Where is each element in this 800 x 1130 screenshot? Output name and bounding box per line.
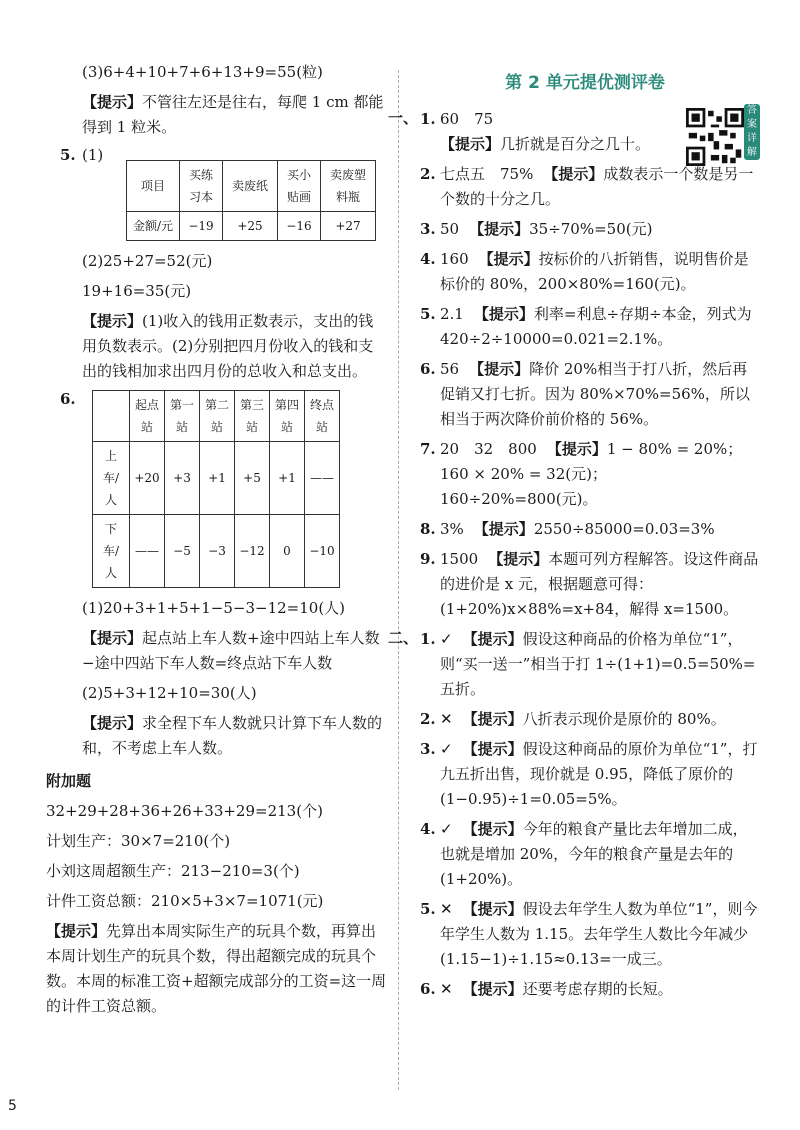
table-cell: +1 xyxy=(270,442,305,515)
hint-text: 假设这种商品的原价为单位“1”，打九五折出售，现价就是 0.95，降低了原价的(1−0.95)÷1=0.05=5%。 xyxy=(440,740,758,808)
table-header xyxy=(93,391,130,442)
answer-item xyxy=(420,897,760,972)
table-header: 项目 xyxy=(127,161,180,212)
table-cell: −3 xyxy=(200,515,235,588)
table-row-label: 下车/人 xyxy=(93,515,130,588)
item-number: 9. xyxy=(420,550,436,568)
answer-item xyxy=(420,627,760,702)
left-column xyxy=(46,60,387,1024)
item-number: 3. xyxy=(420,740,436,758)
table-header: 起点站 xyxy=(130,391,165,442)
hint-label: 【提示】 xyxy=(462,740,523,758)
item-number: 3. xyxy=(420,220,436,238)
table-header: 卖废纸 xyxy=(223,161,278,212)
extra-section xyxy=(46,769,387,1019)
item-answer: ✓ xyxy=(440,630,453,648)
answer-item xyxy=(420,107,670,157)
hint-label: 【提示】 xyxy=(469,360,530,378)
hint-text: 成数表示一个数是另一个数的十分之几。 xyxy=(440,165,754,208)
table-header: 买练习本 xyxy=(180,161,223,212)
item-number: 6. xyxy=(420,980,436,998)
item-answer: ✕ xyxy=(440,710,453,728)
hint-label: 【提示】 xyxy=(462,900,523,918)
item-answer: 50 xyxy=(440,220,460,238)
text-line: 小刘这周超额生产：213−210=3(个) xyxy=(46,862,300,880)
item-number: 7. xyxy=(420,440,436,458)
section-two xyxy=(388,627,760,1002)
hint-label: 【提示】 xyxy=(46,922,107,940)
hint-line xyxy=(82,626,387,676)
hint-text: (1)收入的钱用正数表示，支出的钱用负数表示。(2)分别把四月份收入的钱和支出的钱相加求出四月份的总收入和总支出。 xyxy=(82,312,374,380)
hint-line xyxy=(82,309,387,384)
item-number: 2. xyxy=(420,710,436,728)
hint-label: 【提示】 xyxy=(473,520,534,538)
item-number: 2. xyxy=(420,165,436,183)
table-cell: +3 xyxy=(165,442,200,515)
hint-label: 【提示】 xyxy=(543,165,604,183)
extra-title: 附加题 xyxy=(46,772,92,790)
table-cell: —— xyxy=(305,442,340,515)
hint-text: 35÷70%=50(元) xyxy=(529,220,653,238)
item-answer: ✕ xyxy=(440,900,453,918)
hint-text: 假设这种商品的价格为单位“1”，则“买一送一”相当于打 1÷(1+1)=0.5=50%=五折。 xyxy=(440,630,756,698)
item-answer: 2.1 xyxy=(440,305,464,323)
hint-text: 降价 20%相当于打八折，然后再促销又打七折。因为 80%×70%=56%，所以相当于两次降价前价格的 56%。 xyxy=(440,360,750,428)
hint-label: 【提示】 xyxy=(469,220,530,238)
answer-item xyxy=(420,737,760,812)
table-header: 买小贴画 xyxy=(278,161,321,212)
item-number: 5. xyxy=(420,305,436,323)
table-header: 第二站 xyxy=(200,391,235,442)
table-header: 第四站 xyxy=(270,391,305,442)
table-cell: −5 xyxy=(165,515,200,588)
answer-item xyxy=(420,707,760,732)
hint-text: 1 − 80% = 20%；160 × 20% = 32(元)；160÷20%=800(元)。 xyxy=(440,440,743,508)
answer-item xyxy=(420,977,760,1002)
answer-item xyxy=(420,547,760,622)
hint-text: 求全程下车人数就只计算下车人数的和，不考虑上车人数。 xyxy=(82,714,383,757)
answer-item xyxy=(420,517,760,542)
item-answer: 3% xyxy=(440,520,464,538)
item-number: 5. xyxy=(420,900,436,918)
text-line: 计件工资总额：210×5+3×7=1071(元) xyxy=(46,892,324,910)
item-answer: ✓ xyxy=(440,820,453,838)
table-header: 第一站 xyxy=(165,391,200,442)
item-number: 4. xyxy=(420,250,436,268)
text-line: (3)6+4+10+7+6+13+9=55(粒) xyxy=(82,63,323,81)
question-number: 5. xyxy=(60,146,76,164)
qr-label: 答案详解 xyxy=(744,104,760,160)
section-number: 二、 xyxy=(388,629,419,647)
hint-label: 【提示】 xyxy=(82,93,143,111)
hint-line xyxy=(82,711,387,761)
item-answer: 1500 xyxy=(440,550,479,568)
answer-item xyxy=(420,217,760,242)
bus-table xyxy=(92,390,340,588)
column-divider xyxy=(398,70,399,1090)
item-number: 1. xyxy=(420,630,436,648)
hint-label: 【提示】 xyxy=(462,710,523,728)
answer-item xyxy=(420,357,760,432)
text-line: 32+29+28+36+26+33+29=213(个) xyxy=(46,802,323,820)
table-header: 卖废塑料瓶 xyxy=(321,161,376,212)
table-row-label: 金额/元 xyxy=(127,212,180,241)
table-cell: −12 xyxy=(235,515,270,588)
hint-label: 【提示】 xyxy=(462,630,523,648)
item-answer: 七点五 75% xyxy=(440,165,534,183)
answer-item xyxy=(420,247,760,297)
hint-text: 起点站上车人数+途中四站上车人数−途中四站下车人数=终点站下车人数 xyxy=(82,629,380,672)
table-cell: −19 xyxy=(180,212,223,241)
hint-label: 【提示】 xyxy=(462,820,523,838)
section-number: 一、 xyxy=(388,109,419,127)
page-number: 5 xyxy=(8,1098,17,1114)
table-cell: +25 xyxy=(223,212,278,241)
question-number: 6. xyxy=(60,390,76,408)
hint-label: 【提示】 xyxy=(546,440,607,458)
table-cell: 0 xyxy=(270,515,305,588)
item-number: 1. xyxy=(420,110,436,128)
table-cell: −16 xyxy=(278,212,321,241)
question-5 xyxy=(60,146,387,241)
text-line: (2)5+3+12+10=30(人) xyxy=(82,684,257,702)
item-answer: 20 32 800 xyxy=(440,440,537,458)
hint-text: 八折表示现价是原价的 80%。 xyxy=(522,710,726,728)
hint-line xyxy=(82,90,387,140)
table-cell: +5 xyxy=(235,442,270,515)
hint-label: 【提示】 xyxy=(82,629,143,647)
sub-label: (1) xyxy=(82,146,104,164)
question-6 xyxy=(60,390,387,588)
hint-text: 先算出本周实际生产的玩具个数，再算出本周计划生产的玩具个数，得出超额完成的玩具个数。本周的标准工资+超额完成部分的工资=这一周的计件工资总额。 xyxy=(46,922,387,1015)
hint-label: 【提示】 xyxy=(473,305,534,323)
hint-line xyxy=(46,919,391,1019)
answer-item xyxy=(420,162,760,212)
table-cell: +27 xyxy=(321,212,376,241)
item-number: 4. xyxy=(420,820,436,838)
hint-text: 假设去年学生人数为单位“1”，则今年学生人数为 1.15。去年学生人数比今年减少(1.15−1)÷1.15≈0.13=一成三。 xyxy=(440,900,758,968)
hint-text: 2550÷85000=0.03=3% xyxy=(533,520,715,538)
item-answer: 160 xyxy=(440,250,469,268)
item-answer: 56 xyxy=(440,360,460,378)
hint-text: 几折就是百分之几十。 xyxy=(500,135,651,153)
hint-text: 按标价的八折销售，说明售价是标价的 80%，200×80%=160(元)。 xyxy=(440,250,749,293)
hint-text: 利率=利息÷存期÷本金，列式为 420÷2÷10000=0.021=2.1%。 xyxy=(440,305,752,348)
text-line: 计划生产：30×7=210(个) xyxy=(46,832,231,850)
hint-label: 【提示】 xyxy=(82,312,143,330)
item-number: 6. xyxy=(420,360,436,378)
hint-label: 【提示】 xyxy=(462,980,523,998)
answer-item xyxy=(420,817,760,892)
table-header: 第三站 xyxy=(235,391,270,442)
table-cell: +1 xyxy=(200,442,235,515)
hint-label: 【提示】 xyxy=(488,550,549,568)
table-cell: −10 xyxy=(305,515,340,588)
table-header: 终点站 xyxy=(305,391,340,442)
hint-text: 还要考虑存期的长短。 xyxy=(522,980,673,998)
section-one xyxy=(388,107,760,622)
hint-text: 本题可列方程解答。设这件商品的进价是 x 元，根据题意可得：(1+20%)x×88%=x+84，解得 x=1500。 xyxy=(440,550,759,618)
answer-item xyxy=(420,302,760,352)
text-line: (2)25+27=52(元) xyxy=(82,252,213,270)
amount-table xyxy=(126,160,376,241)
table-row-label: 上车/人 xyxy=(93,442,130,515)
section-two-items xyxy=(420,627,760,1002)
section-one-items xyxy=(420,107,760,622)
hint-label: 【提示】 xyxy=(478,250,539,268)
hint-label: 【提示】 xyxy=(440,135,501,153)
right-column xyxy=(388,60,760,1007)
table-cell: —— xyxy=(130,515,165,588)
table-cell: +20 xyxy=(130,442,165,515)
text-line: (1)20+3+1+5+1−5−3−12=10(人) xyxy=(82,599,346,617)
answer-item xyxy=(420,437,760,512)
item-answer: 60 75 xyxy=(440,110,494,128)
item-answer: ✓ xyxy=(440,740,453,758)
unit-title: 第 2 单元提优测评卷 xyxy=(505,73,665,93)
hint-label: 【提示】 xyxy=(82,714,143,732)
hint-text: 今年的粮食产量比去年增加二成，也就是增加 20%，今年的粮食产量是去年的(1+20%)。 xyxy=(440,820,748,888)
item-number: 8. xyxy=(420,520,436,538)
hint-text: 不管往左还是往右，每爬 1 cm 都能得到 1 粒米。 xyxy=(82,93,384,136)
item-answer: ✕ xyxy=(440,980,453,998)
text-line: 19+16=35(元) xyxy=(82,282,192,300)
